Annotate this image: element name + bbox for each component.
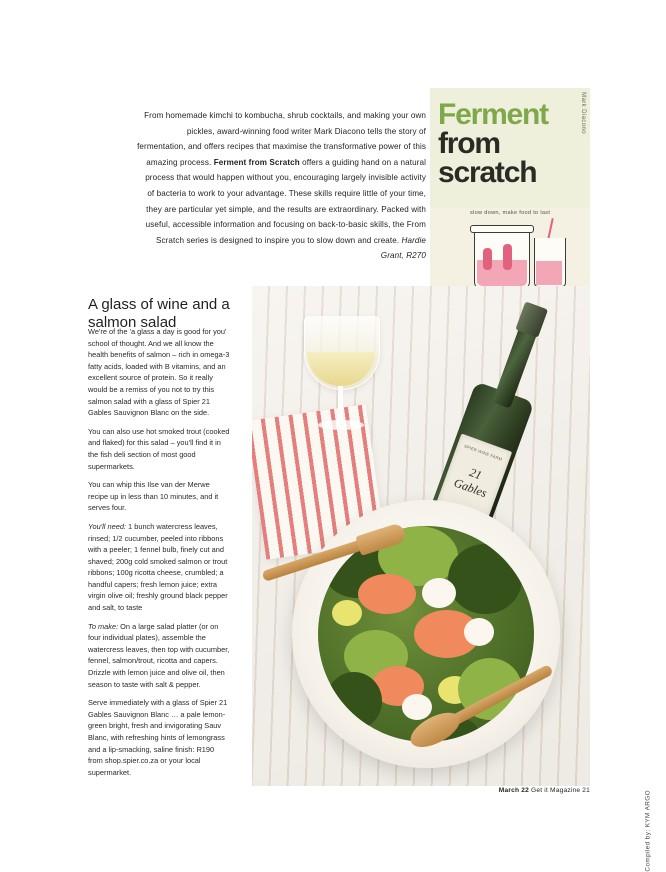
body-paragraph-3: You can whip this Ilse van der Merwe recipe up in less than 10 minutes, and it serves four. [88,480,219,513]
ingredients-list: 1 bunch watercress leaves, rinsed; 1/2 cucumber, peeled into ribbons with a peeler; 1 fennel bulb, finely cut and shaved; 200g cold smoked salmon or trout ribbons; 100g ricotta cheese, crumbled; a handful capers; fresh lemon juice; extra virgin olive oil; freshly ground black pepper and salt, to taste [88,521,228,613]
ingredients-label: You'll need: [88,521,126,531]
folio-issue: March 22 [498,787,529,794]
method-label: To make: [88,621,119,631]
book-cover-author: Mark Diacono [580,92,586,134]
body-paragraph-2: You can also use hot smoked trout (cooked and flaked) for this salad – you'll find it in the fish deli section of most good supermarkets. [88,426,230,471]
fermentation-jar-illustration [474,232,530,289]
wine-label-main-text: 21 Gables [452,465,489,501]
book-cover-title-line2: from [438,127,500,160]
article-body-column [88,326,230,785]
compiled-by-credit: Compiled by: KYM ARGO [645,790,652,872]
drinking-glass-illustration [534,238,566,287]
book-cover-title-line1: Ferment [438,98,548,131]
book-cover-subtitle: slow down, make food to last [470,210,551,216]
article-headline: A glass of wine and a salmon salad [88,296,230,332]
wine-glass-foot [318,420,364,430]
book-title-inline: Ferment from Scratch [213,157,300,167]
folio-title: Get it Magazine [531,787,581,794]
closing-paragraph: Serve immediately with a glass of Spier 21 Gables Sauvignon Blanc … a pale lemon-green bright, fresh and invigorating Sauv Blanc, with refreshing hints of lemongrass and a lip-smacking, saline finish: R190 from shop.spier.co.za or your local supermarket. [88,698,228,777]
jar-contents [477,260,527,286]
publisher-credit: Hardie Grant, R270 [380,235,426,261]
book-cover-image [430,88,590,296]
method-paragraph [88,621,230,691]
salad-photograph [252,286,590,786]
intro-text-part1: From homemade kimchi to kombucha, shrub cocktails, and making your own pickles, award-winning food writer Mark Diacono tells the story of fermentation, and offers recipes that maximise the transformative power of this amazing process. [137,111,426,167]
page-folio [499,787,590,794]
ingredients-paragraph [88,521,230,614]
glass-contents [536,261,562,285]
wine-glass [294,310,386,440]
intro-text-part2: offers a guiding hand on a natural process that would happen without you, encouraging largely invisible activity of bacteria to work to your advantage. These skills require little of your time, they are particular yet simple, and the results are extraordinary. Packed with useful, accessible information and focusing on back-to-basic skills, the From Scratch series is designed to inspire you to slow down and create. [145,157,426,245]
folio-page-number: 21 [582,787,590,794]
book-cover-title [438,100,588,187]
body-paragraph-1: We're of the 'a glass a day is good for you' school of thought. And we all know the health benefits of salmon – rich in omega-3 fatty acids, loaded with B vitamins, and an excellent source of protein. So it really would be a remiss of you not to try this salmon salad with a glass of Spier 21 Gables Sauvignon Blanc on the side. [88,327,230,418]
intro-paragraph [136,108,426,264]
wine-glass-stem [338,386,343,424]
method-steps: On a large salad platter (or on four individual plates), assemble the watercress leaves, then top with cucumber, fennel, salmon/trout, ricotta and capers. Drizzle with lemon juice and olive oil, then season to taste with salt & pepper. [88,621,230,689]
book-cover-title-line3: scratch [438,156,537,189]
wine-label-top-text: SPIER WINE FARM [463,443,504,462]
